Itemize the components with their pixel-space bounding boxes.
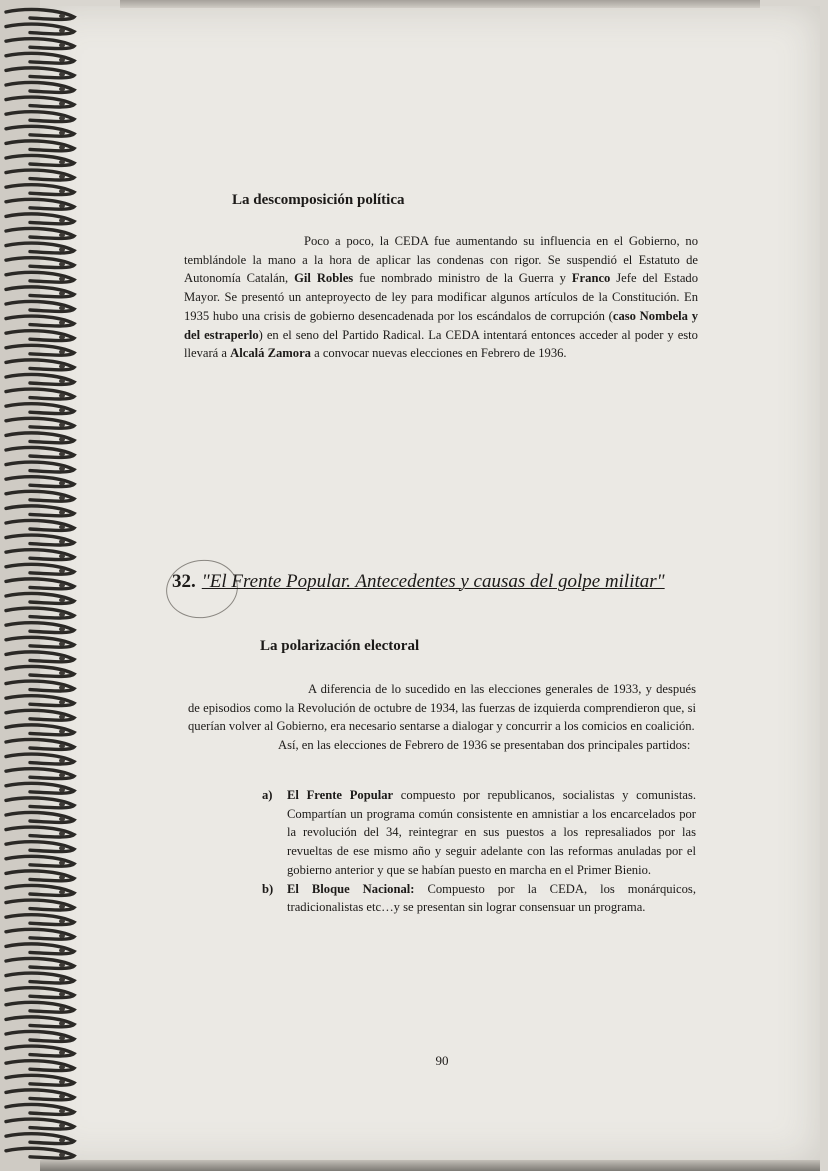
list-item-term: El Frente Popular bbox=[287, 788, 394, 802]
scan-top-edge bbox=[120, 0, 760, 8]
paragraph-text: A diferencia de lo sucedido en las elecciones generales de 1933, y después de episodios como la Revolución de octubre de 1934, las fuerzas de izquierda comprendieron que, si querían volver al Gobierno, era necesario sentarse a dialogar y concurrir a los comicios en coalición. bbox=[188, 682, 696, 734]
binding-hole bbox=[59, 1080, 65, 1084]
party-list bbox=[262, 786, 696, 917]
binding-hole bbox=[59, 685, 65, 689]
binding-hole bbox=[59, 1065, 65, 1069]
text-run: ) en el seno del Partido Radical. La CEDA intentará entonces acceder al poder y esto llevará a bbox=[184, 327, 698, 361]
binding-hole bbox=[59, 992, 65, 996]
binding-hole bbox=[59, 43, 65, 47]
paragraph-text bbox=[184, 232, 698, 363]
binding-hole bbox=[59, 1138, 65, 1142]
binding-hole bbox=[59, 1153, 65, 1157]
binding-hole bbox=[59, 861, 65, 865]
binding-hole bbox=[59, 729, 65, 733]
binding-hole bbox=[59, 846, 65, 850]
paragraph-descomposicion bbox=[184, 232, 698, 363]
text-run: a convocar nuevas elecciones en Febrero de 1936. bbox=[310, 346, 567, 361]
binding-hole bbox=[59, 1109, 65, 1113]
binding-hole bbox=[59, 612, 65, 616]
binding-hole bbox=[59, 700, 65, 704]
binding-hole bbox=[59, 1123, 65, 1127]
binding-hole bbox=[59, 642, 65, 646]
binding-hole bbox=[59, 569, 65, 573]
binding-hole bbox=[59, 598, 65, 602]
binding-hole bbox=[59, 758, 65, 762]
binding-hole bbox=[59, 262, 65, 266]
binding-hole bbox=[59, 452, 65, 456]
binding-hole bbox=[59, 145, 65, 149]
binding-hole bbox=[59, 1050, 65, 1054]
binding-hole bbox=[59, 174, 65, 178]
binding-hole bbox=[59, 715, 65, 719]
section-heading-descomposicion: La descomposición política bbox=[232, 192, 405, 208]
chapter-title bbox=[172, 570, 702, 594]
paragraph-text: Así, en las elecciones de Febrero de 1936 se presentaban dos principales partidos: bbox=[278, 738, 691, 753]
binding-hole bbox=[59, 204, 65, 208]
text-run: fue nombrado ministro de la Guerra y bbox=[353, 271, 572, 286]
binding-hole bbox=[59, 437, 65, 441]
binding-hole bbox=[59, 101, 65, 105]
binding-hole bbox=[59, 496, 65, 500]
binding-hole bbox=[59, 525, 65, 529]
list-item-text: Compuesto por la CEDA, los monárquicos, tradicionalistas etc…y se presentan sin lograr consensuar un programa. bbox=[287, 881, 696, 915]
scan-bottom-edge bbox=[40, 1160, 820, 1171]
section-heading-polarizacion: La polarización electoral bbox=[260, 638, 420, 654]
binding-hole bbox=[59, 58, 65, 62]
list-item-term: El Bloque Nacional: bbox=[287, 881, 415, 896]
binding-hole bbox=[59, 773, 65, 777]
binding-hole bbox=[59, 1036, 65, 1040]
binding-hole bbox=[59, 788, 65, 792]
binding-hole bbox=[59, 72, 65, 76]
binding-hole bbox=[59, 510, 65, 514]
list-item bbox=[262, 880, 696, 917]
binding-hole bbox=[59, 1094, 65, 1098]
bold-term: Franco bbox=[571, 271, 611, 286]
bold-term: Gil Robles bbox=[294, 271, 354, 286]
binding-hole bbox=[59, 423, 65, 427]
binding-hole bbox=[59, 218, 65, 222]
binding-hole bbox=[59, 131, 65, 135]
binding-hole bbox=[59, 904, 65, 908]
list-item bbox=[262, 786, 696, 880]
binding-hole bbox=[59, 554, 65, 558]
binding-hole bbox=[59, 963, 65, 967]
binding-hole bbox=[59, 291, 65, 295]
binding-hole bbox=[59, 744, 65, 748]
binding-hole bbox=[59, 583, 65, 587]
spiral-binding bbox=[0, 0, 96, 1171]
binding-hole bbox=[59, 481, 65, 485]
text-run: Poco a poco, la CEDA fue aumentando su influencia en el Gobierno, no temblándole la mano a la hora de aplicar las condenas con rigor. Se suspendió el Estatuto de Autonomía Catalán, bbox=[184, 234, 698, 286]
binding-hole bbox=[59, 919, 65, 923]
binding-hole bbox=[59, 87, 65, 91]
binding-hole bbox=[59, 28, 65, 32]
bold-term: caso Nombela y del estraperlo bbox=[184, 308, 698, 342]
binding-hole bbox=[59, 1021, 65, 1025]
binding-hole bbox=[59, 379, 65, 383]
chapter-title-text: "El Frente Popular. Antecedentes y causas del golpe militar" bbox=[201, 571, 665, 592]
binding-hole bbox=[59, 466, 65, 470]
binding-hole bbox=[59, 116, 65, 120]
binding-hole bbox=[59, 306, 65, 310]
binding-hole bbox=[59, 364, 65, 368]
binding-hole bbox=[59, 802, 65, 806]
list-marker: b) bbox=[262, 881, 274, 896]
binding-hole bbox=[59, 890, 65, 894]
bold-term: Alcalá Zamora bbox=[230, 346, 311, 361]
binding-hole bbox=[59, 189, 65, 193]
binding-hole bbox=[59, 948, 65, 952]
binding-hole bbox=[59, 817, 65, 821]
binding-hole bbox=[59, 277, 65, 281]
binding-hole bbox=[59, 233, 65, 237]
binding-hole bbox=[59, 320, 65, 324]
binding-hole bbox=[59, 393, 65, 397]
binding-hole bbox=[59, 247, 65, 251]
binding-hole bbox=[59, 875, 65, 879]
binding-hole bbox=[59, 160, 65, 164]
binding-hole bbox=[59, 335, 65, 339]
binding-hole bbox=[59, 1007, 65, 1011]
text-run: Jefe del Estado Mayor. Se presentó un anteproyecto de ley para modificar algunos artículos de la Constitución. En 1935 hubo una crisis de gobierno desencadenada por los escándalos de corrupción ( bbox=[184, 271, 699, 323]
binding-hole bbox=[59, 656, 65, 660]
chapter-number: 32. bbox=[172, 571, 196, 592]
binding-hole bbox=[59, 539, 65, 543]
paragraph-polarizacion bbox=[188, 680, 696, 755]
binding-hole bbox=[59, 408, 65, 412]
binding-hole bbox=[59, 627, 65, 631]
list-marker: a) bbox=[262, 788, 273, 802]
binding-hole bbox=[59, 934, 65, 938]
binding-hole bbox=[59, 671, 65, 675]
list-item-text: compuesto por republicanos, socialistas y comunistas. Compartían un programa común consistente en amnistiar a los encarcelados por la revolución del 34, reintegrar en sus puestos a los represaliados por las revueltas de ese mismo año y seguir adelante con las reformas anuladas por el gobierno anterior y que se habían puesto en marcha en el Primer Bienio. bbox=[287, 788, 696, 877]
binding-hole bbox=[59, 14, 65, 18]
page-number: 90 bbox=[435, 1053, 449, 1068]
binding-hole bbox=[59, 831, 65, 835]
binding-hole bbox=[59, 977, 65, 981]
binding-hole bbox=[59, 350, 65, 354]
